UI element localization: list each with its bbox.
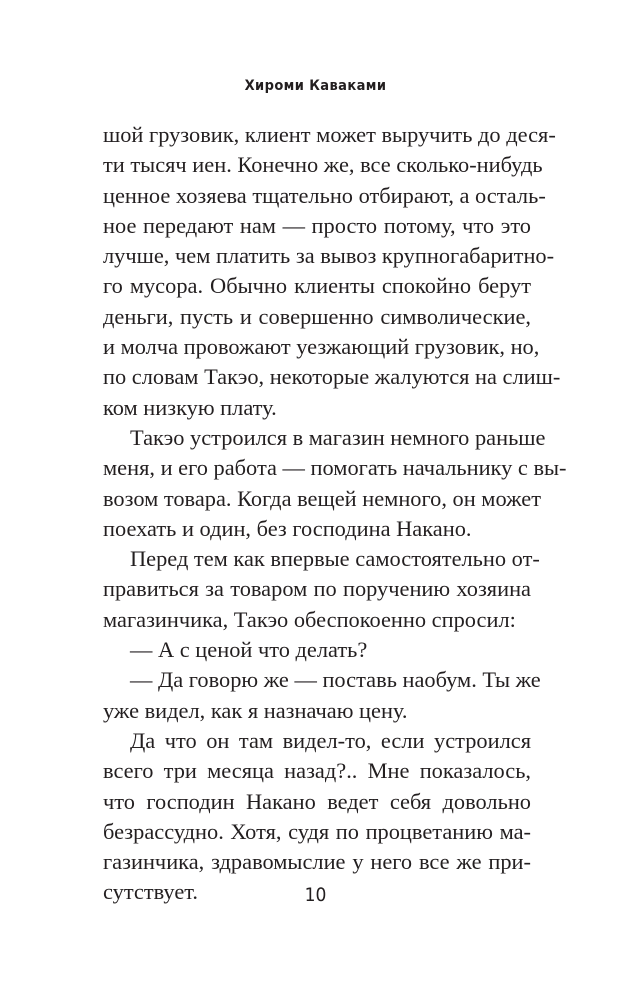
text-line: что господин Накано ведет себя довольно (103, 788, 531, 814)
dialogue-line: — А с ценой что делать? (130, 637, 368, 663)
paragraph-first-line: Такэо устроился в магазин немного раньше (130, 424, 546, 450)
text-line: поехать и один, без господина Накано. (103, 515, 472, 541)
text-line: по словам Такэо, некоторые жалуются на слиш- (103, 364, 561, 390)
text-line: магазинчика, Такэо обеспокоенно спросил: (103, 606, 516, 632)
text-line: сутствует. (103, 879, 198, 905)
text-line: уже видел, как я назначаю цену. (103, 697, 408, 723)
text-line: возом товара. Когда вещей немного, он может (103, 485, 542, 511)
paragraph-first-line: Да что он там видел-то, если устроился (130, 727, 531, 753)
text-line: деньги, пусть и совершенно символические, (103, 303, 531, 329)
text-line: меня, и его работа — помогать начальнику с вы- (103, 455, 567, 481)
text-line: газинчика, здравомыслие у него все же при- (103, 849, 531, 875)
paragraph-first-line: Перед тем как впервые самостоятельно от- (130, 546, 540, 572)
running-head: Хироми Каваками (244, 78, 387, 94)
body-text (103, 120, 567, 908)
text-line: ценное хозяева тщательно отбирают, а осталь- (103, 182, 546, 208)
text-line: лучше, чем платить за вывоз крупногабаритно- (103, 243, 555, 269)
page-number: 10 (304, 884, 327, 906)
text-line: и молча провожают уезжающий грузовик, но, (103, 334, 540, 360)
text-line: всего три месяца назад?.. Мне показалось, (103, 758, 531, 784)
text-line: ком низкую плату. (103, 394, 277, 420)
text-line: правиться за товаром по поручению хозяина (103, 576, 531, 602)
dialogue-line: — Да говорю же — поставь наобум. Ты же (130, 667, 541, 693)
text-line: шой грузовик, клиент может выручить до деся- (103, 122, 556, 147)
text-line: безрассудно. Хотя, судя по процветанию ма- (103, 818, 531, 844)
text-line: ное передают нам — просто потому, что это (103, 212, 531, 238)
text-line: го мусора. Обычно клиенты спокойно берут (103, 273, 531, 299)
text-line: ти тысяч иен. Конечно же, все сколько-нибудь (103, 152, 543, 178)
